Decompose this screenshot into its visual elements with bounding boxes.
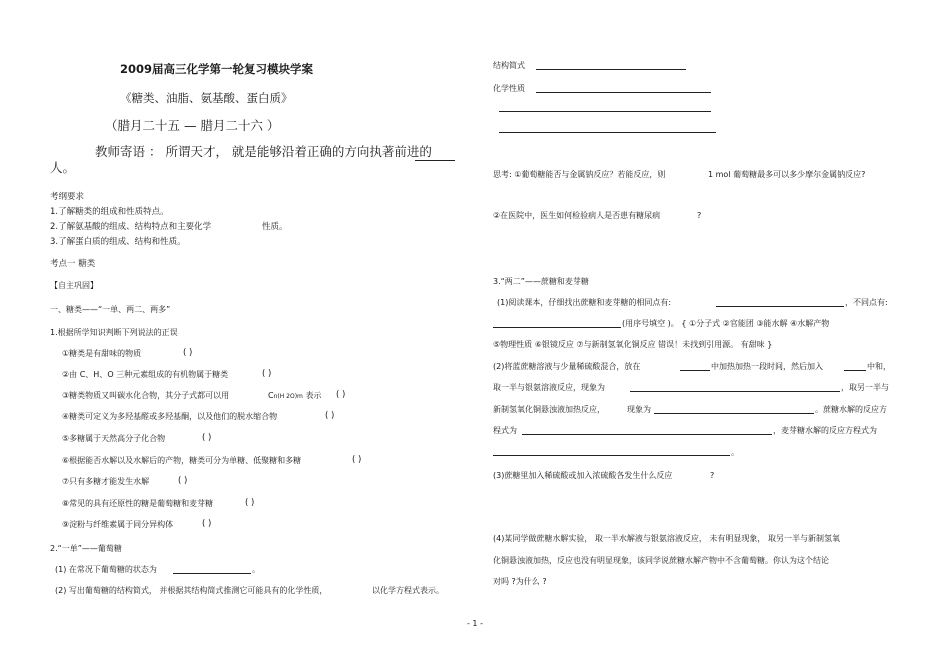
subtitle: 《糖类、油脂、氨基酸、蛋白质》 <box>120 91 293 105</box>
hydrolysis-copper-mid: 现象为 <box>627 405 651 414</box>
neutralize-blank[interactable] <box>844 370 866 371</box>
hydrolysis-q2-tail: 中和， <box>867 362 891 371</box>
glucose-q2-tail: 以化学方程式表示。 <box>372 586 444 595</box>
think-question-2: ②在医院中，医生如何检验病人是否患有糖尿病 <box>493 211 661 220</box>
property-blank-1[interactable] <box>536 92 711 93</box>
maltose-equation-blank[interactable] <box>493 455 730 456</box>
hydrolysis-q2-mid: 中加热加热一段时间，然后加入 <box>711 362 823 371</box>
statement-8: ⑧常见的具有还原性的糖是葡萄糖和麦芽糖 <box>62 499 214 508</box>
answer-blank-9[interactable]: ( ) <box>202 519 212 529</box>
acid-question-mark: ? <box>710 471 715 480</box>
statement-1: ①糖类是有甜味的物质 <box>62 349 142 358</box>
formula: Cn(H 2O)m 表示 <box>268 391 322 400</box>
exam-item-3: 3.了解蛋白质的组成、结构和性质。 <box>50 237 186 247</box>
answer-blank-2[interactable]: ( ) <box>262 369 272 379</box>
date-range: （腊月二十五 — 腊月二十六 ） <box>105 118 280 133</box>
same-points-blank[interactable] <box>716 306 844 307</box>
chemical-property-label: 化学性质 <box>493 84 525 93</box>
silver-phenomenon-blank[interactable] <box>630 391 840 392</box>
statement-2: ②由 C、H、O 三种元素组成的有机物属于糖类 <box>62 370 229 379</box>
glucose-q2: (2) 写出葡萄糖的结构简式， 并根据其结构简式推测它可能具有的化学性质， <box>55 586 328 595</box>
glucose-q1: (1) 在常况下葡萄糖的状态为 <box>55 565 157 574</box>
hydrolysis-silver-tail: ，取另一半与 <box>841 383 889 392</box>
section-2-heading: 2.“一单”——葡萄糖 <box>50 544 122 553</box>
think-question-2-mark: ? <box>697 211 702 220</box>
glucose-q1-end: 。 <box>252 565 260 574</box>
experiment-q4-line1: (4)某同学做蔗糖水解实验， 取一半水解液与银氨溶液反应， 未有明显现象， 取另一半与新制氢氧 <box>493 534 840 543</box>
property-blank-2[interactable] <box>499 111 711 112</box>
answer-blank-3[interactable]: ( ) <box>336 390 346 400</box>
exam-item-2: 2.了解氨基酸的组成、结构特点和主要化学 <box>50 222 212 232</box>
structure-blank[interactable] <box>536 69 686 70</box>
exam-item-2-tail: 性质。 <box>262 222 288 232</box>
copper-phenomenon-blank[interactable] <box>654 413 814 414</box>
heating-blank[interactable] <box>680 370 710 371</box>
answer-blank-1[interactable]: ( ) <box>183 348 193 358</box>
equation-label-tail: ，麦芽糖水解的反应方程式为 <box>773 426 877 435</box>
compare-options: (用序号填空 )。 { ①分子式 ②官能团 ③能水解 ④水解产物 <box>622 319 830 328</box>
exam-requirements-title: 考纲要求 <box>50 192 85 202</box>
self-check-heading: 【自主巩固】 <box>50 281 98 290</box>
page-title: 2009届高三化学第一轮复习模块学案 <box>120 62 314 76</box>
exam-item-1: 1.了解糖类的组成和性质特点。 <box>50 207 169 217</box>
answer-blank-7[interactable]: ( ) <box>178 476 188 486</box>
statement-9: ⑨淀粉与纤维素属于同分异构体 <box>62 520 174 529</box>
hydrolysis-copper: 新制氢氧化铜悬浊液加热反应， <box>493 405 605 414</box>
teacher-motto: 教师寄语 ： 所谓天才， 就是能够沿着正确的方向执著前进的 <box>95 144 432 159</box>
statement-5: ⑤多糖属于天然高分子化合物 <box>62 434 166 443</box>
acid-question: (3)蔗糖里加入稀硫酸或加入浓硫酸各发生什么反应 <box>493 471 673 480</box>
structure-label: 结构简式 <box>493 61 525 70</box>
question-1: 1.根据所学知识判断下列说法的正误 <box>50 328 178 337</box>
answer-blank-4[interactable]: ( ) <box>325 411 335 421</box>
answer-blank-5[interactable]: ( ) <box>202 433 212 443</box>
think-question-1: 思考: ①葡萄糖能否与金属钠反应？若能反应，则 <box>493 170 666 179</box>
sucrose-equation-blank[interactable] <box>522 434 772 435</box>
compare-q1: (1)阅读课本，仔细找出蔗糖和麦芽糖的相同点有: <box>497 298 672 307</box>
compare-options-2: ⑤物理性质 ⑥银镜反应 ⑦与新制氢氧化铜反应 错误！未找到引用源。 有甜味 } <box>493 340 773 349</box>
answer-blank-8[interactable]: ( ) <box>245 498 255 508</box>
compare-q1-tail: ，不同点有: <box>845 298 888 307</box>
section-1-heading: 一、糖类——“一单、两二、两多” <box>50 305 171 314</box>
equation-end: 。 <box>731 448 739 457</box>
teacher-motto-tail: 人。 <box>50 160 76 175</box>
hydrolysis-silver: 取一半与银氨溶液反应，现象为 <box>493 383 605 392</box>
hydrolysis-copper-tail: 。蔗糖水解的反应方 <box>815 405 887 414</box>
hydrolysis-q2: (2)将蓝蔗糖溶液与少量稀硫酸混合，放在 <box>493 362 641 371</box>
statement-3: ③糖类物质又叫碳水化合物，其分子式都可以用 <box>62 391 230 400</box>
page-number: - 1 - <box>467 619 483 628</box>
statement-6: ⑥根据能否水解以及水解后的产物，糖类可分为单糖、低聚糖和多糖 <box>62 456 302 465</box>
experiment-q4-line2: 化铜悬浊液加热，反应也没有明显现象，该同学说蔗糖水解产物中不含葡萄糖。你认为这个结论 <box>493 556 829 565</box>
statement-7: ⑦只有多糖才能发生水解 <box>62 477 150 486</box>
point-heading: 考点一 糖类 <box>50 259 96 269</box>
think-question-1-tail: 1 mol 葡萄糖最多可以多少摩尔金属钠反应? <box>708 170 866 179</box>
experiment-q4-line3: 对吗 ?为什么 ? <box>493 577 547 586</box>
answer-blank-6[interactable]: ( ) <box>352 455 362 465</box>
equation-label: 程式为 <box>493 426 517 435</box>
statement-4: ④糖类可定义为多羟基醛或多羟基酮，以及他们的脱水缩合物 <box>62 412 278 421</box>
section-3-heading: 3.“两二”——蔗糖和麦芽糖 <box>493 277 589 286</box>
property-blank-3[interactable] <box>499 132 716 133</box>
different-points-blank[interactable] <box>493 327 621 328</box>
glucose-state-blank[interactable] <box>173 573 251 574</box>
